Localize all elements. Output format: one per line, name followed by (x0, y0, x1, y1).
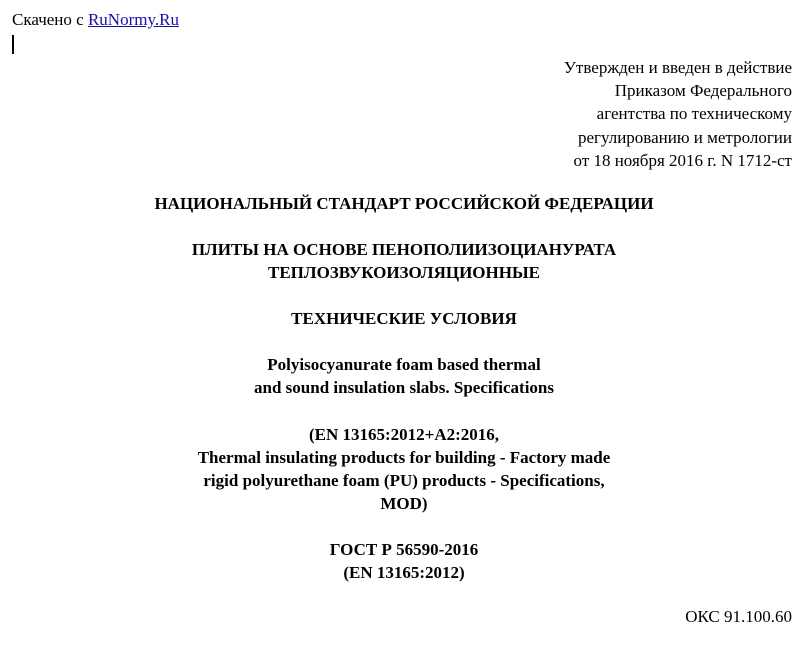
title-line: ТЕПЛОЗВУКОИЗОЛЯЦИОННЫЕ (268, 263, 540, 282)
english-title (0, 353, 799, 399)
national-standard-heading (0, 192, 799, 215)
approval-line: от 18 ноября 2016 г. N 1712-ст (573, 150, 792, 170)
document-subtitle (0, 307, 799, 330)
document-title (0, 238, 799, 284)
text-cursor (12, 35, 14, 54)
en-reference (0, 423, 799, 515)
en-reference-line: MOD) (380, 494, 428, 513)
english-title-line: Polyisocyanurate foam based thermal (267, 355, 541, 374)
approval-line: Утвержден и введен в действие (563, 58, 792, 77)
approval-block (564, 56, 792, 172)
en-reference-line: (EN 13165:2012+A2:2016, (308, 425, 500, 444)
source-line (12, 10, 179, 30)
gost-en-reference: (EN 13165:2012) (343, 563, 465, 582)
approval-line: агентства по техническому (596, 104, 792, 124)
national-standard-text: НАЦИОНАЛЬНЫЙ СТАНДАРТ РОССИЙСКОЙ ФЕДЕРАЦИИ (154, 194, 654, 213)
approval-line: Приказом Федерального (614, 81, 792, 101)
approval-line: регулированию и метрологии (577, 127, 792, 147)
english-title-line: and sound insulation slabs. Specifications (254, 378, 554, 397)
gost-number: ГОСТ Р 56590-2016 (329, 540, 479, 559)
source-link[interactable]: RuNormy.Ru (87, 10, 179, 29)
title-line: ПЛИТЫ НА ОСНОВЕ ПЕНОПОЛИИЗОЦИАНУРАТА (191, 240, 617, 259)
okc-code: ОКС 91.100.60 (685, 607, 792, 626)
source-prefix: Скачено с (12, 10, 88, 29)
en-reference-line: Thermal insulating products for building - Factory made (197, 448, 611, 467)
subtitle-text: ТЕХНИЧЕСКИЕ УСЛОВИЯ (291, 309, 517, 328)
gost-designation (0, 538, 799, 584)
en-reference-line: rigid polyurethane foam (PU) products - Specifications, (203, 471, 605, 490)
